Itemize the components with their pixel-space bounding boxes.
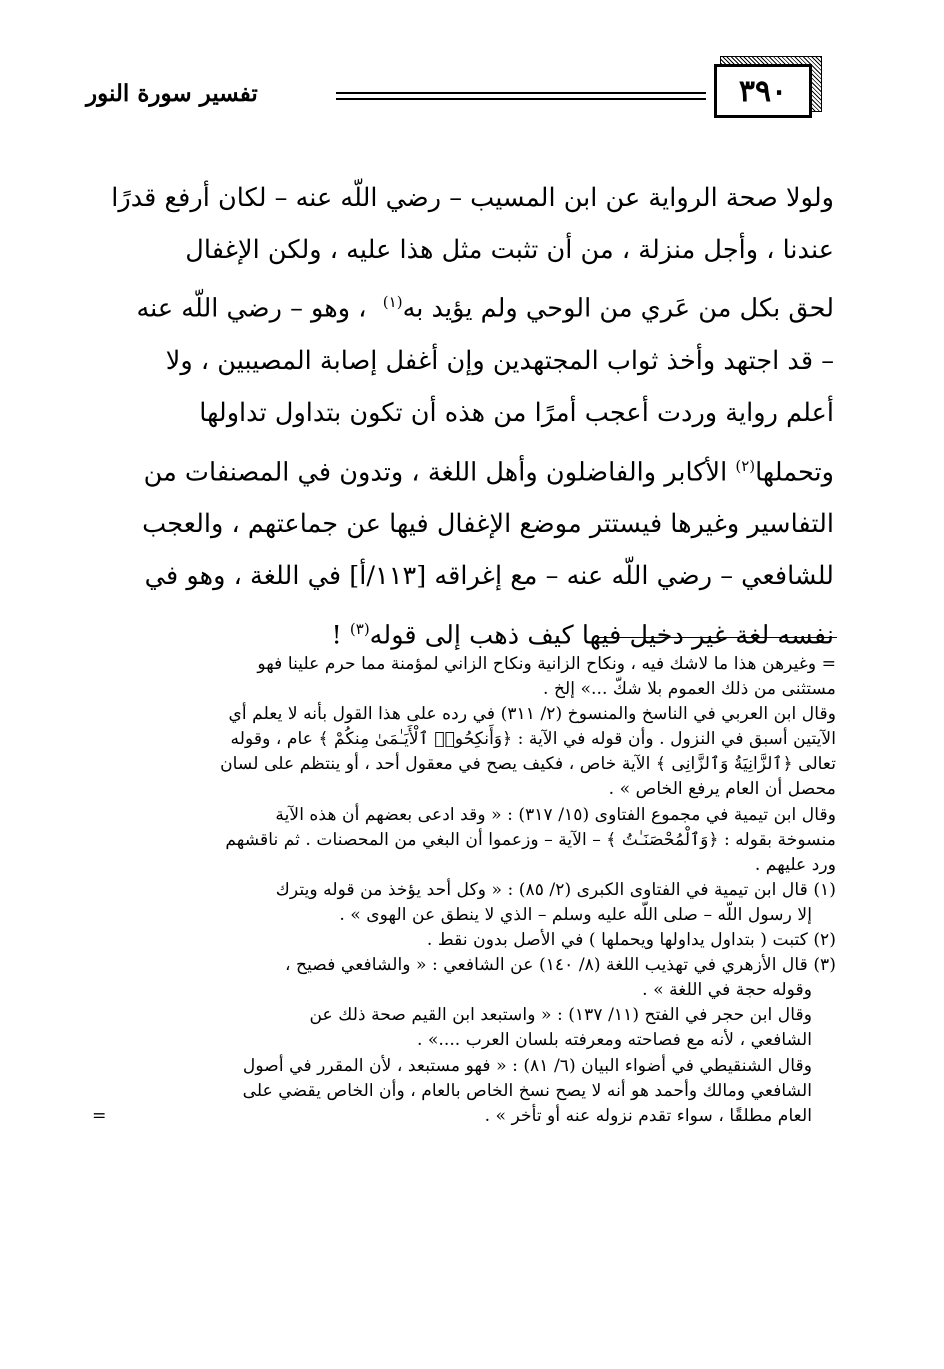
footnote-line: وقال ابن تيمية في مجموع الفتاوى (١٥/ ٣١٧) : « وقد ادعى بعضهم أن هذه الآية	[275, 804, 836, 825]
footnote-line: الآيتين أسبق في النزول . وأن قوله في الآية : ﴿وَأَنكِحُوا۟ ٱلْأَيَـٰمَىٰ مِنكُمْ ﴾ عام ، وقوله	[230, 729, 836, 750]
footnote-line: وقال الشنقيطي في أضواء البيان (٦/ ٨١) : « فهو مستبعد ، لأن المقرر في أصول	[242, 1055, 812, 1076]
main-line: التفاسير وغيرها فيستتر موضع الإغفال فيها عن جماعتهم ، والعجب	[142, 509, 834, 540]
footnote-line: محصل أن العام يرفع الخاص » .	[608, 779, 836, 800]
main-line-text: ، وهو – رضي اللّه عنه	[136, 293, 367, 324]
main-line: – قد اجتهد وأخذ ثواب المجتهدين وإن أغفل إصابة المصيبين ، ولا	[165, 346, 834, 377]
footnote-line: إلا رسول اللّه – صلى اللّه عليه وسلم – الذي لا ينطق عن الهوى » .	[339, 904, 812, 925]
footnote-line	[92, 1104, 836, 1129]
footnote-line: الشافعي ، لأنه مع فصاحته ومعرفته بلسان العرب ....» .	[416, 1030, 812, 1051]
footnote-ref: (٢)	[735, 456, 756, 475]
page-number	[714, 64, 812, 118]
main-line: للشافعي – رضي اللّه عنه – مع إغراقه [١١٣/أ] في اللغة ، وهو في	[144, 561, 834, 592]
footnote-line: ورد عليهم .	[754, 854, 836, 875]
footnote-line-text: العام مطلقًا ، سواء تقدم نزوله عنه أو تأخر » .	[484, 1105, 812, 1126]
footnote-line: (٢) كتبت ( بتداول يداولها ويحملها ) في الأصل بدون نقط .	[426, 930, 836, 951]
main-line-text: !	[331, 620, 342, 651]
page-number-text: ٣٩٠	[738, 73, 788, 109]
footnote-line: الشافعي ومالك وأحمد هو أنه لا يصح نسخ الخاص بالعام ، وأن الخاص يقضي على	[242, 1080, 812, 1101]
main-line	[92, 440, 834, 499]
footnote-line: (٣) قال الأزهري في تهذيب اللغة (٨/ ١٤٠) عن الشافعي : « والشافعي فصيح ،	[285, 955, 836, 976]
footnotes	[92, 652, 836, 1129]
main-line: عندنا ، وأجل منزلة ، من أن تثبت مثل هذا عليه ، ولكن الإغفال	[185, 235, 834, 266]
continuation-mark: =	[92, 1105, 107, 1126]
footnote-line: وقال ابن العربي في الناسخ والمنسوخ (٢/ ٣١١) في رده على هذا القول بأنه لا يعلم أي	[228, 704, 836, 725]
running-title: تفسير سورة النور	[86, 80, 258, 107]
footnote-line: (١) قال ابن تيمية في الفتاوى الكبرى (٢/ ٨٥) : « وكل أحد يؤخذ من قوله ويترك	[275, 879, 836, 900]
main-line-text: لحق بكل من عَري من الوحي ولم يؤيد به	[402, 293, 834, 324]
main-line: ولولا صحة الرواية عن ابن المسيب – رضي اللّه عنه – لكان أرفع قدرًا	[111, 183, 834, 213]
footnote-line: منسوخة بقوله : ﴿وَٱلْمُحْصَنَـٰتُ ﴾ – الآية – وزعموا أن البغي من المحصنات . ثم ناقشهم	[225, 829, 836, 850]
footnote-line: وقوله حجة في اللغة » .	[642, 980, 812, 1001]
main-text	[92, 172, 834, 661]
main-line-text: نفسه لغة غير دخيل فيها كيف ذهب إلى قوله	[369, 620, 834, 651]
footnote-ref: (٣)	[349, 619, 370, 638]
header-rule-bottom	[336, 98, 706, 100]
footnote-separator	[597, 637, 837, 638]
header-rule-top	[336, 92, 706, 94]
main-line	[92, 276, 834, 335]
main-line-text: الأكابر والفاضلون وأهل اللغة ، وتدون في المصنفات من	[143, 457, 728, 488]
footnote-line: وقال ابن حجر في الفتح (١١/ ١٣٧) : « واستبعد ابن القيم صحة ذلك عن	[309, 1005, 812, 1026]
footnote-line: مستثنى من ذلك العموم بلا شكّ ...» إلخ .	[543, 679, 836, 700]
main-line-text: وتحملها	[755, 457, 834, 488]
footnote-line: تعالى ﴿ٱلزَّانِيَةُ وَٱلزَّانِى ﴾ الآية خاص ، فكيف يصح في معقول أحد ، أو ينتظم على لسان	[220, 754, 836, 775]
footnote-ref: (١)	[382, 293, 403, 312]
footnote-line: = وغيرهن هذا ما لاشك فيه ، ونكاح الزانية ونكاح الزاني لمؤمنة مما حرم علينا فهو	[257, 654, 836, 674]
main-line: أعلم رواية وردت أعجب أمرًا من هذه أن تكون بتداول تداولها	[199, 398, 834, 429]
